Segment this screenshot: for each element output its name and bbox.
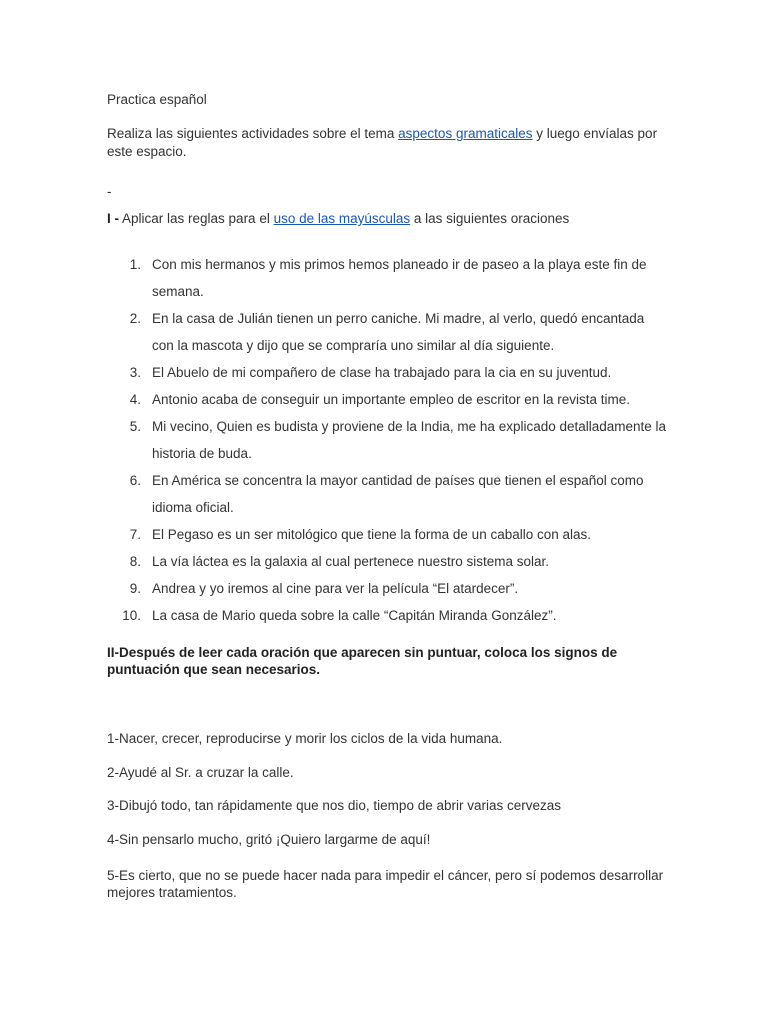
- section-2-sentence: 4-Sin pensarlo mucho, gritó ¡Quiero largarme de aquí!: [107, 832, 431, 847]
- list-item-number: 10.: [122, 608, 141, 623]
- list-item: [107, 602, 667, 629]
- section-2-sentence: 1-Nacer, crecer, reproducirse y morir los ciclos de la vida humana.: [107, 731, 503, 746]
- section-2-sentence: 3-Dibujó todo, tan rápidamente que nos dio, tiempo de abrir varias cervezas: [107, 798, 562, 813]
- list-item-text: Antonio acaba de conseguir un importante empleo de escritor en la revista time.: [152, 392, 631, 407]
- list-item: [107, 548, 667, 575]
- uso-de-las-mayusculas-link[interactable]: uso de las mayúsculas: [273, 211, 411, 226]
- section-2-sentence: 5-Es cierto, que no se puede hacer nada para impedir el cáncer, pero sí podemos desarrollar mejores tratamientos.: [107, 868, 664, 900]
- list-item-text: Con mis hermanos y mis primos hemos planeado ir de paseo a la playa este fin de semana.: [152, 257, 647, 299]
- document-title: Practica español: [107, 92, 207, 107]
- section-1-text-end: a las siguientes oraciones: [410, 211, 570, 226]
- list-item-number: 9.: [129, 581, 141, 596]
- list-item-text: Mi vecino, Quien es budista y proviene de la India, me ha explicado detalladamente la historia de buda.: [152, 419, 667, 461]
- list-item: [107, 575, 667, 602]
- list-item: [107, 386, 667, 413]
- section-1-list: [107, 251, 667, 629]
- aspectos-gramaticales-link[interactable]: aspectos gramaticales: [398, 126, 533, 141]
- list-item-text: En América se concentra la mayor cantidad de países que tienen el español como idioma oficial.: [152, 473, 644, 515]
- list-item-number: 6.: [129, 473, 141, 488]
- intro-text-end: y luego envíalas por este espacio.: [107, 126, 658, 159]
- list-item-text: La vía láctea es la galaxia al cual pertenece nuestro sistema solar.: [152, 554, 549, 569]
- section-1-heading: [107, 210, 569, 228]
- list-item-number: 4.: [129, 392, 141, 407]
- list-item-text: En la casa de Julián tienen un perro caniche. Mi madre, al verlo, quedó encantada con la mascota y dijo que se compraría uno similar al día siguiente.: [152, 311, 645, 353]
- list-item-number: 5.: [129, 419, 141, 434]
- intro-text-start: Realiza las siguientes actividades sobre el tema: [107, 126, 399, 141]
- list-item: [107, 305, 667, 359]
- section-1-text-start: Aplicar las reglas para el: [119, 211, 274, 226]
- list-item-text: El Abuelo de mi compañero de clase ha trabajado para la cia en su juventud.: [152, 365, 612, 380]
- list-item-number: 1.: [129, 257, 141, 272]
- list-item-text: El Pegaso es un ser mitológico que tiene la forma de un caballo con alas.: [152, 527, 592, 542]
- section-2-heading: II-Después de leer cada oración que aparecen sin puntuar, coloca los signos de puntuación que sean necesarios.: [107, 645, 618, 677]
- list-item: [107, 359, 667, 386]
- list-item: [107, 521, 667, 548]
- list-item: [107, 251, 667, 305]
- section-2-sentence: 2-Ayudé al Sr. a cruzar la calle.: [107, 765, 294, 780]
- list-item-text: La casa de Mario queda sobre la calle “Capitán Miranda González”.: [152, 608, 557, 623]
- separator-dash: -: [107, 184, 112, 199]
- list-item-number: 2.: [129, 311, 141, 326]
- list-item-number: 3.: [129, 365, 141, 380]
- list-item-number: 7.: [129, 527, 141, 542]
- list-item: [107, 413, 667, 467]
- intro-paragraph: [107, 125, 667, 161]
- list-item: [107, 467, 667, 521]
- list-item-text: Andrea y yo iremos al cine para ver la película “El atardecer”.: [152, 581, 519, 596]
- section-1-numeral: I -: [107, 211, 119, 226]
- list-item-number: 8.: [129, 554, 141, 569]
